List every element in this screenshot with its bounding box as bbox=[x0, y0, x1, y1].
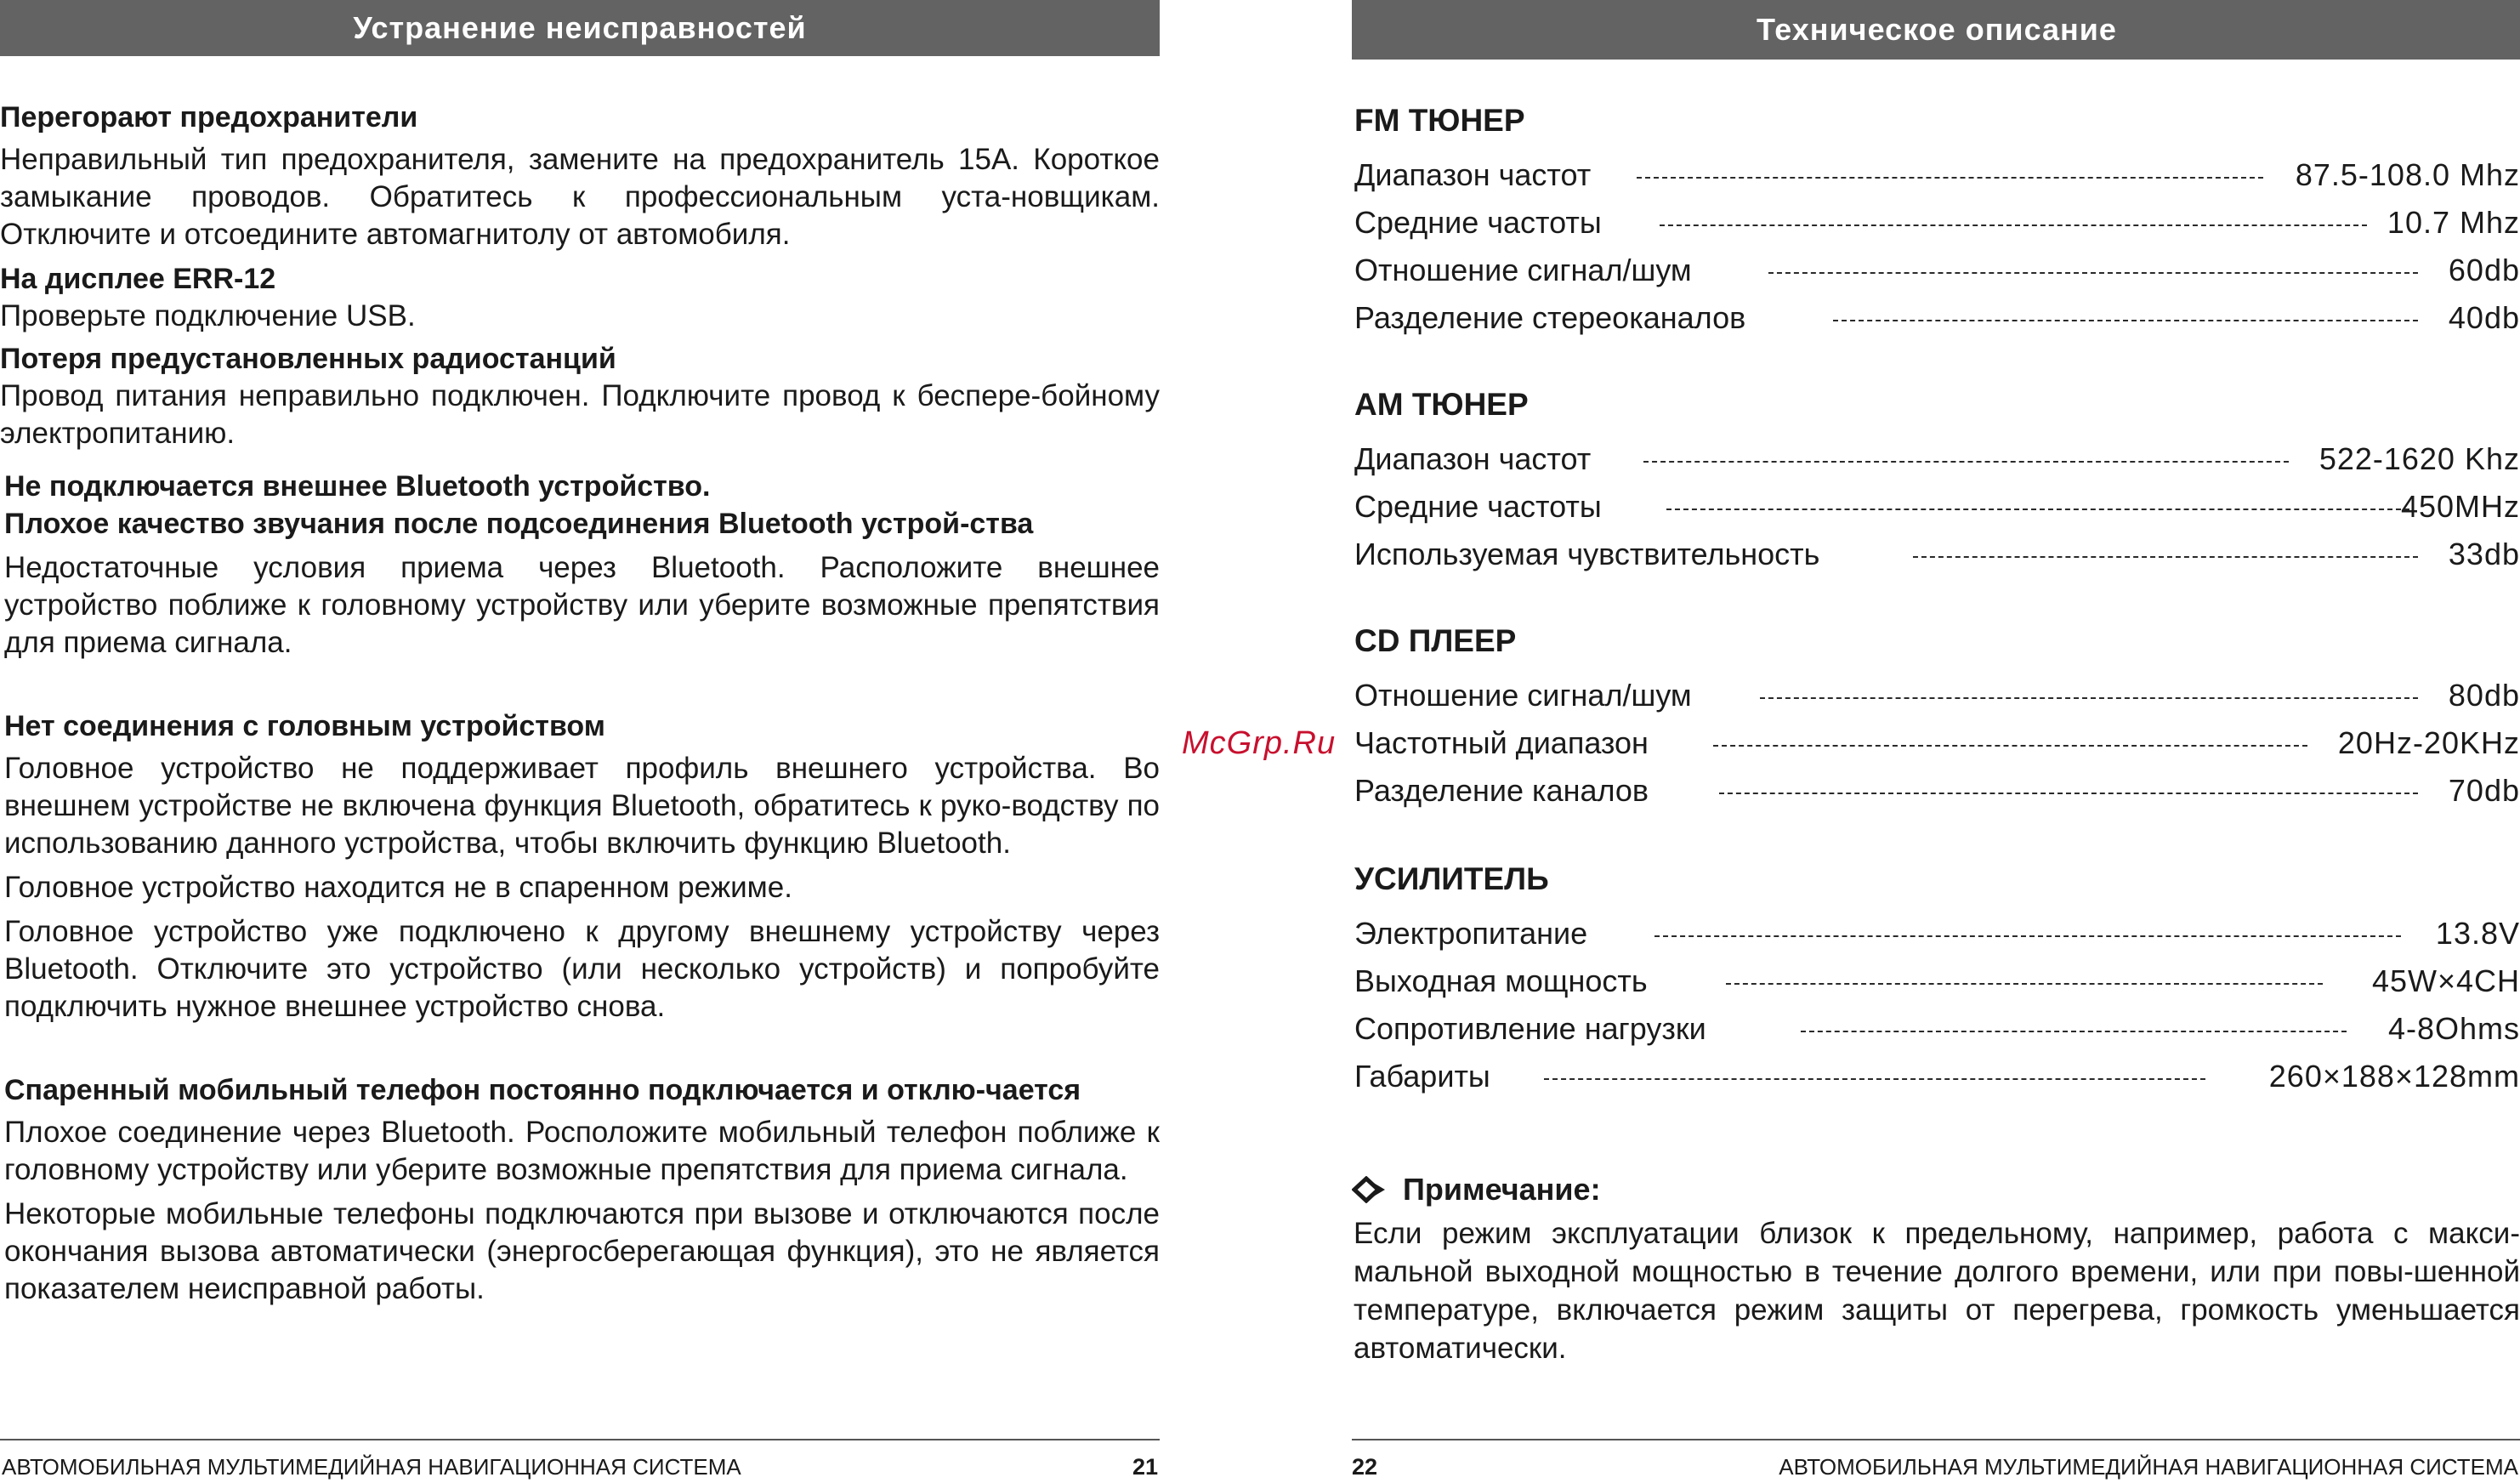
spec-row bbox=[1352, 767, 2520, 815]
spec-value: 45W×4CH bbox=[2371, 963, 2520, 998]
section-presets bbox=[0, 340, 1160, 452]
spec-value: 13.8V bbox=[2435, 916, 2520, 951]
dash-leader bbox=[1713, 745, 2307, 747]
section-paragraph: Провод питания неправильно подключен. Подключите провод к беспере-бойному электропитанию. bbox=[0, 379, 1160, 450]
spec-value: 450MHz bbox=[2400, 489, 2520, 524]
spec-value: 4-8Ohms bbox=[2387, 1011, 2520, 1046]
dash-leader bbox=[1768, 272, 2418, 274]
left-page bbox=[0, 0, 1160, 1483]
spec-label: Используемая чувствительность bbox=[1354, 537, 1820, 571]
spec-row bbox=[1352, 199, 2520, 247]
spec-label: Отношение сигнал/шум bbox=[1354, 253, 1692, 287]
spec-row bbox=[1352, 531, 2520, 578]
spec-label: Средние частоты bbox=[1354, 489, 1602, 524]
spec-row bbox=[1352, 672, 2520, 719]
section-bluetooth-connect bbox=[4, 468, 1160, 662]
section-paragraph: Проверьте подключение USB. bbox=[0, 299, 416, 332]
dash-leader bbox=[1719, 793, 2418, 794]
dash-leader bbox=[1801, 1031, 2347, 1032]
page-number: 22 bbox=[1352, 1454, 1378, 1480]
spec-label: Сопротивление нагрузки bbox=[1354, 1011, 1706, 1046]
spec-value: 60db bbox=[2448, 253, 2520, 287]
spec-section-title: FM ТЮНЕР bbox=[1354, 103, 1525, 138]
footer-title: АВТОМОБИЛЬНАЯ МУЛЬТИМЕДИЙНАЯ НАВИГАЦИОННАЯ СИСТЕМА bbox=[2, 1454, 741, 1480]
right-page-banner: Техническое описание bbox=[1352, 0, 2520, 60]
spec-row bbox=[1352, 435, 2520, 483]
spec-label: Габариты bbox=[1354, 1059, 1490, 1094]
spec-value: 70db bbox=[2448, 773, 2520, 808]
dash-leader bbox=[1637, 177, 2263, 179]
section-heading: На дисплее ERR-12 bbox=[0, 263, 276, 295]
spec-label: Средние частоты bbox=[1354, 205, 1602, 240]
section-paragraph: Плохое соединение через Bluetooth. Росположите мобильный телефон поближе к головному устройству или уберите возможные препятствия для приема сигнала. bbox=[4, 1116, 1160, 1186]
dash-leader bbox=[1913, 556, 2418, 558]
spec-row bbox=[1352, 719, 2520, 767]
spec-label: Диапазон частот bbox=[1354, 441, 1592, 476]
spec-section-title: УСИЛИТЕЛЬ bbox=[1354, 861, 1549, 896]
footer-rule bbox=[1352, 1439, 2520, 1440]
watermark: McGrp.Ru bbox=[1182, 725, 1337, 761]
section-paragraph: Головное устройство находится не в спаренном режиме. bbox=[4, 871, 792, 904]
spec-value: 87.5-108.0 Mhz bbox=[2295, 157, 2520, 192]
section-heading: Потеря предустановленных радиостанций bbox=[0, 343, 616, 375]
section-err12 bbox=[0, 260, 1160, 335]
spec-label: Разделение каналов bbox=[1354, 773, 1649, 808]
dash-leader bbox=[1726, 983, 2323, 985]
spec-value: 40db bbox=[2448, 300, 2520, 335]
spec-section-title: АМ ТЮНЕР bbox=[1354, 387, 1529, 422]
spec-row bbox=[1352, 483, 2520, 531]
section-no-connection bbox=[4, 707, 1160, 1026]
spec-label: Диапазон частот bbox=[1354, 157, 1592, 192]
section-paired-phone bbox=[4, 1071, 1160, 1308]
dash-leader bbox=[1760, 697, 2418, 699]
footer-rule bbox=[0, 1439, 1160, 1440]
spec-value: 522-1620 Khz bbox=[2319, 441, 2520, 476]
spec-row bbox=[1352, 294, 2520, 342]
note-heading bbox=[1352, 1170, 1601, 1209]
section-paragraph: Головное устройство уже подключено к другому внешнему устройству через Bluetooth. Отключите это устройство (или несколько устройств) и попробуйте подключить нужное внешнее устройство снова. bbox=[4, 915, 1160, 1023]
spec-section-am bbox=[1352, 379, 2520, 578]
spec-label: Разделение стереоканалов bbox=[1354, 300, 1746, 335]
section-heading: Спаренный мобильный телефон постоянно подключается и отклю-чается bbox=[4, 1074, 1081, 1106]
spec-label: Частотный диапазон bbox=[1354, 725, 1649, 760]
spec-row bbox=[1352, 247, 2520, 294]
spec-row bbox=[1352, 1005, 2520, 1053]
note-heading-label: Примечание: bbox=[1403, 1172, 1601, 1207]
dash-leader bbox=[1654, 935, 2401, 937]
dash-leader bbox=[1666, 509, 2409, 510]
spec-value: 10.7 Mhz bbox=[2387, 205, 2520, 240]
spec-section-amplifier bbox=[1352, 854, 2520, 1100]
section-heading: Нет соединения с головным устройством bbox=[4, 710, 605, 742]
spec-label: Отношение сигнал/шум bbox=[1354, 678, 1692, 713]
section-paragraph: Недостаточные условия приема через Bluetooth. Расположите внешнее устройство поближе к головному устройству или уберите возможные препятствия для приема сигнала. bbox=[4, 551, 1160, 659]
section-heading: Перегорают предохранители bbox=[0, 101, 418, 134]
section-paragraph: Неправильный тип предохранителя, замените на предохранитель 15А. Короткое замыкание проводов. Обратитесь к профессиональным уста-новщикам. Отключите и отсоедините автомагнитолу от автомобиля. bbox=[0, 143, 1160, 251]
spec-row bbox=[1352, 910, 2520, 957]
section-heading: Не подключается внешнее Bluetooth устройство. Плохое качество звучания после подсоединения Bluetooth устрой-ства bbox=[4, 470, 1034, 540]
section-fuses bbox=[0, 99, 1160, 253]
right-page bbox=[1352, 0, 2520, 1483]
dash-leader bbox=[1643, 461, 2289, 463]
spec-value: 80db bbox=[2448, 678, 2520, 713]
spec-section-fm bbox=[1352, 95, 2520, 342]
note-text: Если режим эксплуатации близок к предельному, например, работа с макси-мальной выходной мощностью в течение долгого времени, или при повы-шенной температуре, включается режим защиты от перегрева, громкость уменьшается автоматически. bbox=[1354, 1217, 2520, 1365]
spec-value: 20Hz-20KHz bbox=[2337, 725, 2520, 760]
section-paragraph: Головное устройство не поддерживает профиль внешнего устройства. Во внешнем устройстве не включена функция Bluetooth, обратитесь к руко-водству по использованию данного устройства, чтобы включить функцию Bluetooth. bbox=[4, 752, 1160, 860]
spec-section-title: CD ПЛЕЕР bbox=[1354, 623, 1517, 658]
diamond-note-icon bbox=[1352, 1176, 1388, 1203]
spec-section-cd bbox=[1352, 616, 2520, 815]
page-number: 21 bbox=[1132, 1454, 1158, 1480]
dash-leader bbox=[1544, 1078, 2205, 1080]
spec-label: Выходная мощность bbox=[1354, 963, 1648, 998]
spec-row bbox=[1352, 151, 2520, 199]
spec-value: 260×188×128mm bbox=[2268, 1059, 2520, 1094]
dash-leader bbox=[1660, 224, 2367, 226]
spec-value: 33db bbox=[2448, 537, 2520, 571]
footer-title: АВТОМОБИЛЬНАЯ МУЛЬТИМЕДИЙНАЯ НАВИГАЦИОННАЯ СИСТЕМА bbox=[1779, 1454, 2518, 1480]
spec-row bbox=[1352, 1053, 2520, 1100]
spec-label: Электропитание bbox=[1354, 916, 1588, 951]
section-paragraph: Некоторые мобильные телефоны подключаются при вызове и отключаются после окончания вызова автоматически (энергосберегающая функция), это не является показателем неисправной работы. bbox=[4, 1197, 1160, 1305]
spec-row bbox=[1352, 957, 2520, 1005]
dash-leader bbox=[1833, 320, 2418, 321]
left-page-banner: Устранение неисправностей bbox=[0, 0, 1160, 56]
